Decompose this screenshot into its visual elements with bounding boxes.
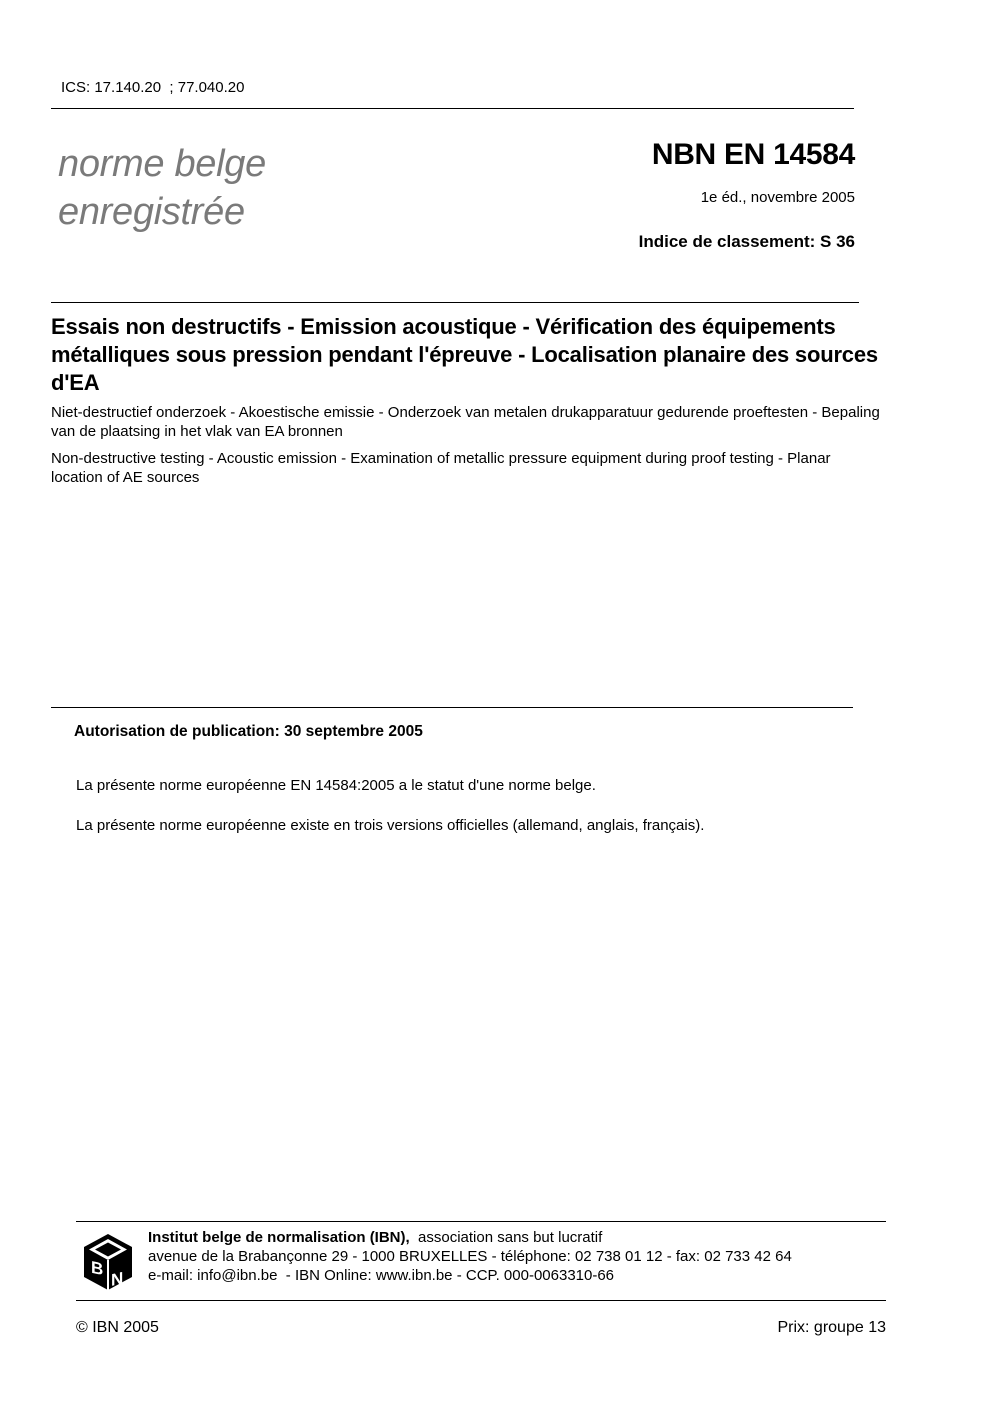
header-divider xyxy=(51,108,854,109)
svg-text:B: B xyxy=(91,1256,104,1280)
institute-bottom-divider xyxy=(76,1300,886,1301)
publication-divider xyxy=(51,707,853,708)
title-french: Essais non destructifs - Emission acoustique - Vérification des équipements métalliques sous pression pendant l'épreuve - Localisation planaire des sources d'EA xyxy=(51,314,878,395)
institute-address: avenue de la Brabançonne 29 - 1000 BRUXELLES - téléphone: 02 738 01 12 - fax: 02 733 42 64 xyxy=(148,1248,792,1265)
copyright: © IBN 2005 xyxy=(76,1319,159,1336)
title-dutch: Niet-destructief onderzoek - Akoestische emissie - Onderzoek van metalen drukapparatuur gedurende proeftesten - Bepaling van de plaatsing in het vlak van EA bronnen xyxy=(51,404,880,440)
ibn-cube-logo-icon xyxy=(83,1233,133,1291)
institute-descriptor: association sans but lucratif xyxy=(418,1229,603,1246)
brand-line-1: norme belge xyxy=(58,143,266,185)
classification-index: Indice de classement: S 36 xyxy=(638,232,855,251)
price-group: Prix: groupe 13 xyxy=(777,1319,886,1336)
brand-line-2: enregistrée xyxy=(58,191,245,233)
svg-text:N: N xyxy=(111,1267,124,1291)
institute-contact: e-mail: info@ibn.be - IBN Online: www.ibn.be - CCP. 000-0063310-66 xyxy=(148,1267,615,1284)
standard-number: NBN EN 14584 xyxy=(651,138,855,171)
institute-name-line xyxy=(148,1228,602,1247)
institute-name: Institut belge de normalisation (IBN), xyxy=(148,1229,410,1246)
publication-authorisation: Autorisation de publication: 30 septembre 2005 xyxy=(74,723,423,740)
title-divider xyxy=(51,302,859,303)
institute-top-divider xyxy=(76,1221,886,1222)
edition-date: 1e éd., novembre 2005 xyxy=(700,189,855,206)
status-paragraph: La présente norme européenne EN 14584:2005 a le statut d'une norme belge. xyxy=(76,777,596,794)
ics-code: ICS: 17.140.20 ; 77.040.20 xyxy=(61,79,245,96)
versions-paragraph: La présente norme européenne existe en trois versions officielles (allemand, anglais, français). xyxy=(76,817,705,834)
title-english: Non-destructive testing - Acoustic emission - Examination of metallic pressure equipment during proof testing - Planar location of AE sources xyxy=(51,450,831,486)
brand-title xyxy=(58,140,266,236)
